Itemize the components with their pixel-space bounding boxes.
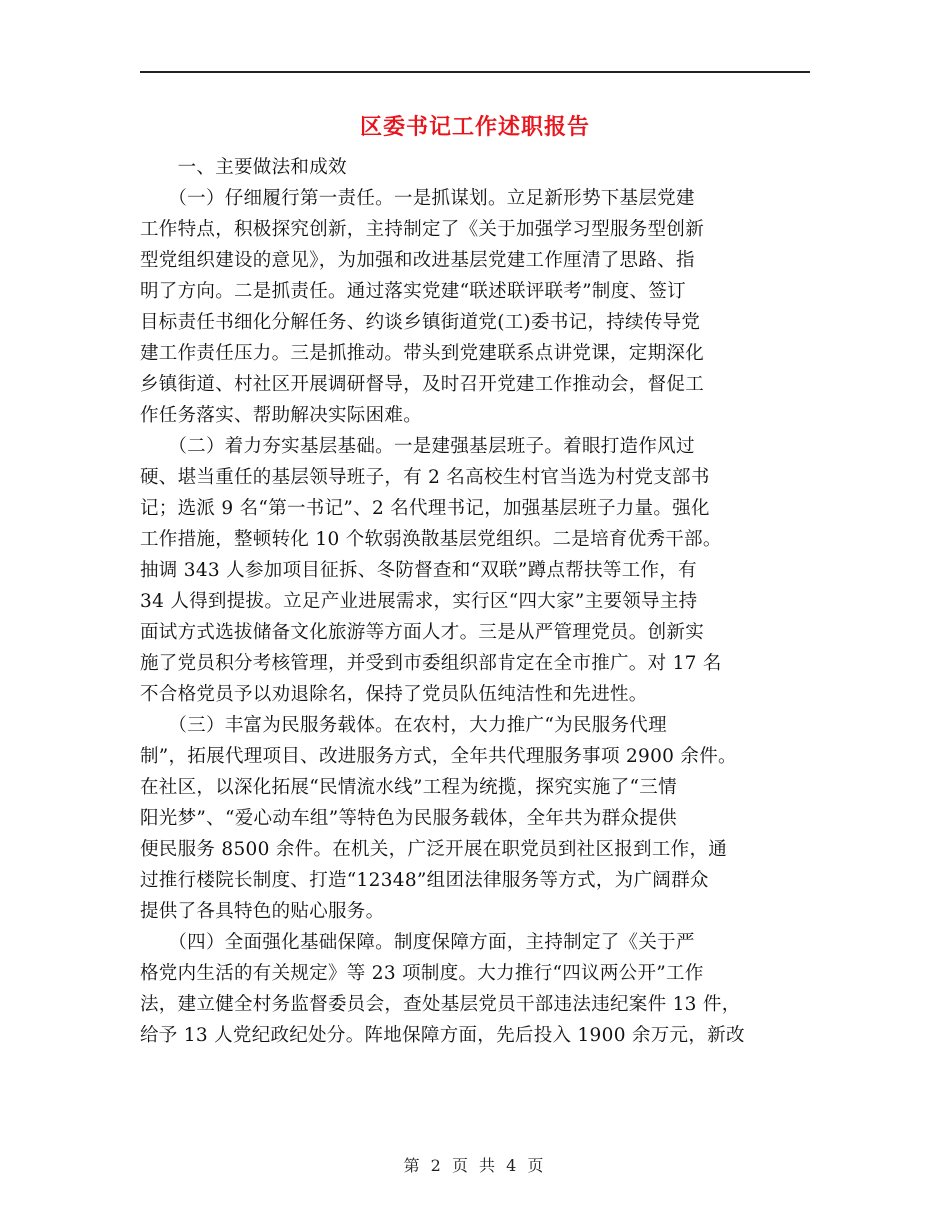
body-line: 制”，拓展代理项目、改进服务方式，全年共代理服务事项 2900 余件。 bbox=[140, 746, 737, 767]
body-line: 提供了各具特色的贴心服务。 bbox=[140, 901, 385, 922]
body-line: 型党组织建设的意见》，为加强和改进基层党建工作厘清了思路、指 bbox=[140, 250, 695, 271]
body-line: 便民服务 8500 余件。在机关，广泛开展在职党员到社区报到工作，通 bbox=[140, 839, 728, 860]
body-line: 抽调 343 人参加项目征拆、冬防督查和“双联”蹲点帮扶等工作，有 bbox=[140, 560, 697, 581]
body-line: 给予 13 人党纪政纪处分。阵地保障方面，先后投入 1900 余万元，新改 bbox=[140, 1025, 745, 1046]
body-line: 记；选派 9 名“第一书记”、2 名代理书记，加强基层班子力量。强化 bbox=[140, 498, 710, 519]
body-line: 施了党员积分考核管理，并受到市委组织部肯定在全市推广。对 17 名 bbox=[140, 653, 722, 674]
header-rule bbox=[140, 71, 810, 73]
body-line: 硬、堪当重任的基层领导班子，有 2 名高校生村官当选为村党支部书 bbox=[140, 467, 710, 488]
body-line: 工作特点，积极探究创新，主持制定了《关于加强学习型服务型创新 bbox=[140, 219, 705, 240]
body-line: 明了方向。二是抓责任。通过落实党建“联述联评联考”制度、签订 bbox=[140, 281, 686, 302]
document-title: 区委书记工作述职报告 bbox=[359, 114, 590, 140]
page-number-footer: 第 2 页 共 4 页 bbox=[403, 1156, 547, 1175]
body-line: 作任务落实、帮助解决实际困难。 bbox=[140, 405, 423, 426]
body-line: （一）仔细履行第一责任。一是抓谋划。立足新形势下基层党建 bbox=[140, 188, 695, 209]
body-line: 目标责任书细化分解任务、约谈乡镇街道党(工)委书记，持续传导党 bbox=[140, 312, 701, 333]
body-line: 过推行楼院长制度、打造“12348”组团法律服务等方式，为广阔群众 bbox=[140, 870, 709, 891]
body-line: 34 人得到提拔。立足产业进展需求，实行区“四大家”主要领导主持 bbox=[140, 591, 698, 612]
document-body bbox=[140, 152, 812, 1051]
body-line: 乡镇街道、村社区开展调研督导，及时召开党建工作推动会，督促工 bbox=[140, 374, 705, 395]
body-line: 阳光梦”、“爱心动车组”等特色为民服务载体，全年共为群众提供 bbox=[140, 808, 677, 829]
body-line: 建工作责任压力。三是抓推动。带头到党建联系点讲党课，定期深化 bbox=[140, 343, 705, 364]
body-line: 工作措施，整顿转化 10 个软弱涣散基层党组织。二是培育优秀干部。 bbox=[140, 529, 722, 550]
body-line: 面试方式选拔储备文化旅游等方面人才。三是从严管理党员。创新实 bbox=[140, 622, 705, 643]
body-line: 不合格党员予以劝退除名，保持了党员队伍纯洁性和先进性。 bbox=[140, 684, 648, 705]
body-line: 在社区，以深化拓展“民情流水线”工程为统揽，探究实施了“三情 bbox=[140, 777, 677, 798]
body-line: （二）着力夯实基层基础。一是建强基层班子。着眼打造作风过 bbox=[140, 436, 695, 457]
body-line: 法，建立健全村务监督委员会，查处基层党员干部违法违纪案件 13 件， bbox=[140, 994, 741, 1015]
body-line: 格党内生活的有关规定》等 23 项制度。大力推行“四议两公开”工作 bbox=[140, 963, 704, 984]
body-line: （四）全面强化基础保障。制度保障方面，主持制定了《关于严 bbox=[140, 932, 695, 953]
body-line: 一、主要做法和成效 bbox=[140, 157, 347, 178]
body-line: （三）丰富为民服务载体。在农村，大力推广“为民服务代理 bbox=[140, 715, 667, 736]
